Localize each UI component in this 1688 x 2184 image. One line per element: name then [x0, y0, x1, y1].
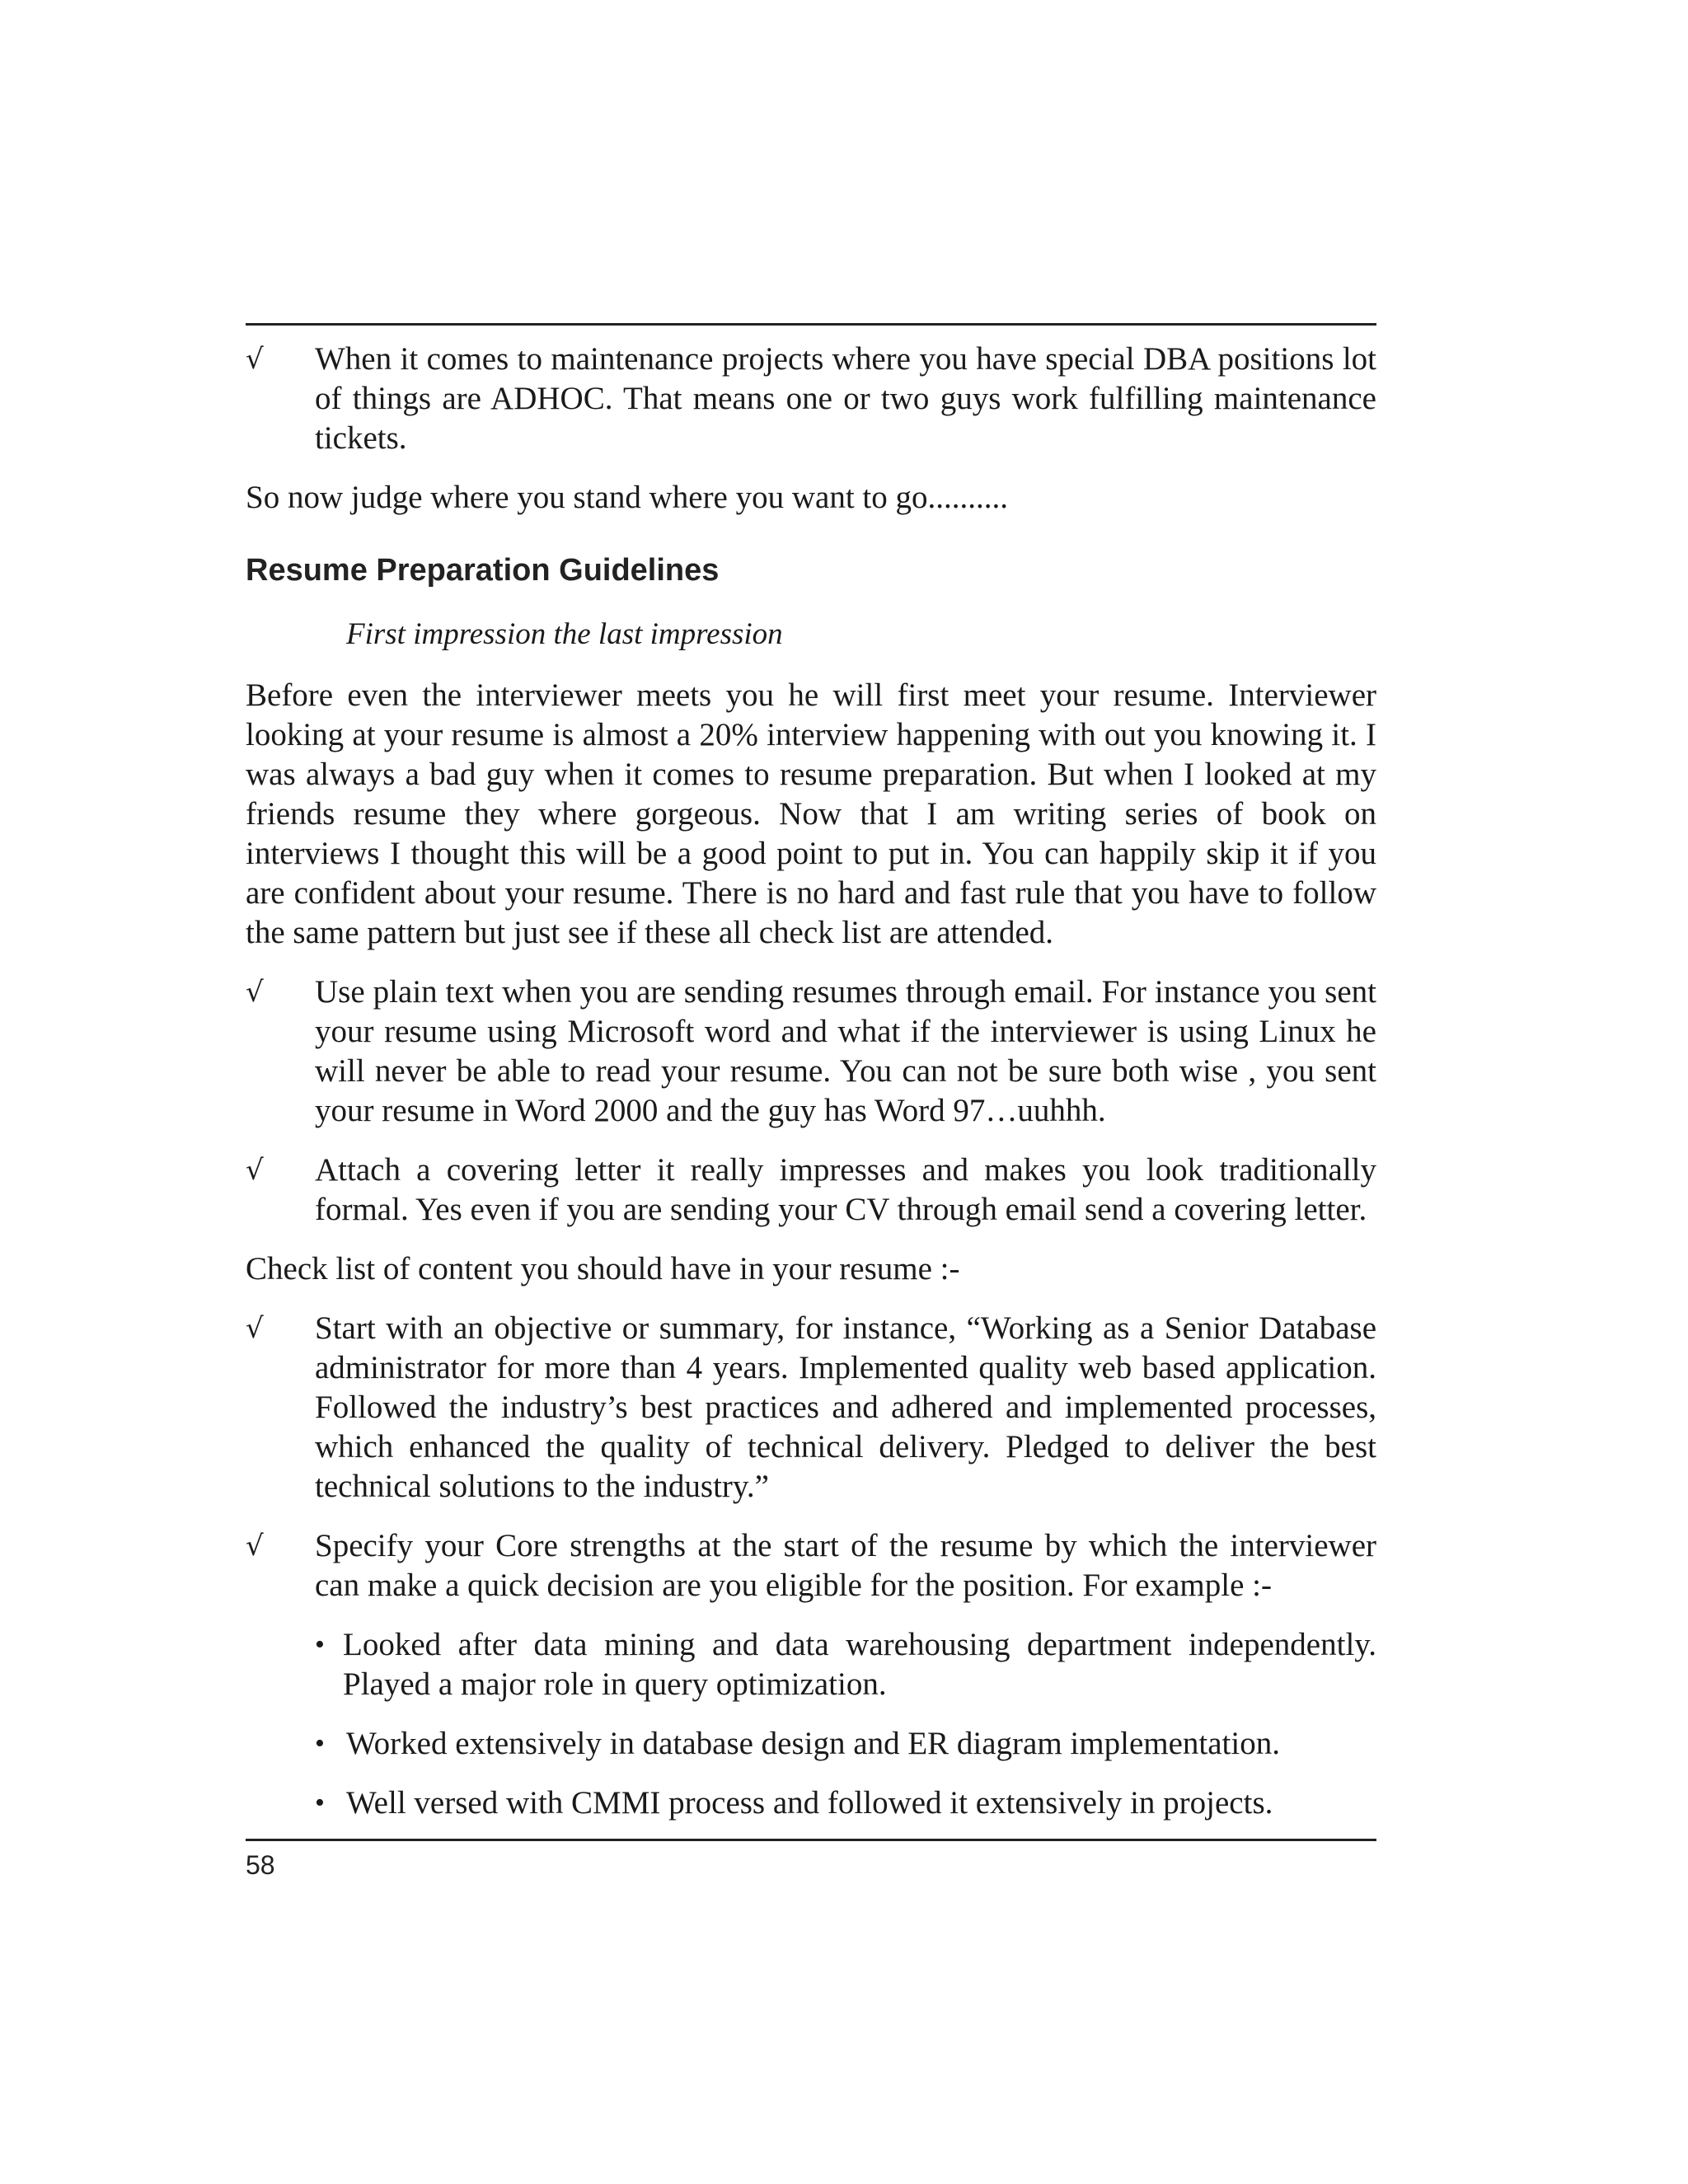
bullet-item-text: Looked after data mining and data warehousing department independently. Played a major role in query optimization.	[343, 1627, 1376, 1702]
checkmark-icon: √	[246, 1312, 264, 1345]
check-item-maintenance	[246, 340, 1376, 458]
bullet-icon: •	[315, 1629, 325, 1660]
body-paragraph: Before even the interviewer meets you he will first meet your resume. Interviewer looking at your resume is almost a 20% interview happening with out you knowing it. I was always a bad guy when it comes to resume preparation. But when I looked at my friends resume they where gorgeous. Now that I am writing series of book on interviews I thought this will be a good point to put in. You can happily skip it if you are confident about your resume. There is no hard and fast rule that you have to follow the same pattern but just see if these all check list are attended.	[246, 677, 1376, 950]
check-item-covering-letter	[246, 1151, 1376, 1230]
check-item-text: Attach a covering letter it really impresses and makes you look traditionally formal. Yes even if you are sending your CV through email send a covering letter.	[315, 1152, 1376, 1227]
bullet-item-data-mining	[315, 1625, 1376, 1704]
bullet-icon: •	[315, 1788, 325, 1818]
bullet-item-text: Well versed with CMMI process and followed it extensively in projects.	[346, 1785, 1273, 1821]
section-subheading: First impression the last impression	[346, 617, 783, 651]
bullet-item-database-design	[315, 1724, 1376, 1764]
bottom-rule	[246, 1839, 1376, 1841]
section-heading: Resume Preparation Guidelines	[246, 553, 720, 588]
top-rule	[246, 323, 1376, 326]
check-item-core-strengths	[246, 1526, 1376, 1605]
check-item-text: Use plain text when you are sending resumes through email. For instance you sent your resume using Microsoft word and what if the interviewer is using Linux he will never be able to read your resume. You can not be sure both wise , you sent your resume in Word 2000 and the guy has Word 97…uuhhh.	[315, 974, 1376, 1128]
page-content	[246, 340, 1376, 1843]
check-item-text: When it comes to maintenance projects where you have special DBA positions lot of things are ADHOC. That means one or two guys work fulfilling maintenance tickets.	[315, 341, 1376, 456]
checkmark-icon: √	[246, 1154, 264, 1187]
checkmark-icon: √	[246, 343, 264, 376]
judge-line: So now judge where you stand where you want to go..........	[246, 480, 1009, 515]
check-item-text: Start with an objective or summary, for instance, “Working as a Senior Database administrator for more than 4 years. Implemented quality web based application. Followed the industry’s best practices and adhered and implemented processes, which enhanced the quality of technical delivery. Pledged to deliver the best technical solutions to the industry.”	[315, 1310, 1376, 1504]
checkmark-icon: √	[246, 976, 264, 1009]
check-item-text: Specify your Core strengths at the start of the resume by which the interviewer can make a quick decision are you eligible for the position. For example :-	[315, 1528, 1376, 1603]
bullet-item-text: Worked extensively in database design and ER diagram implementation.	[346, 1726, 1280, 1761]
page-number: 58	[246, 1850, 275, 1880]
checkmark-icon: √	[246, 1530, 264, 1563]
bullet-icon: •	[315, 1728, 325, 1759]
check-item-objective	[246, 1309, 1376, 1507]
checklist-intro: Check list of content you should have in your resume :-	[246, 1251, 960, 1286]
bullet-item-cmmi	[315, 1783, 1376, 1823]
check-item-plain-text	[246, 972, 1376, 1131]
